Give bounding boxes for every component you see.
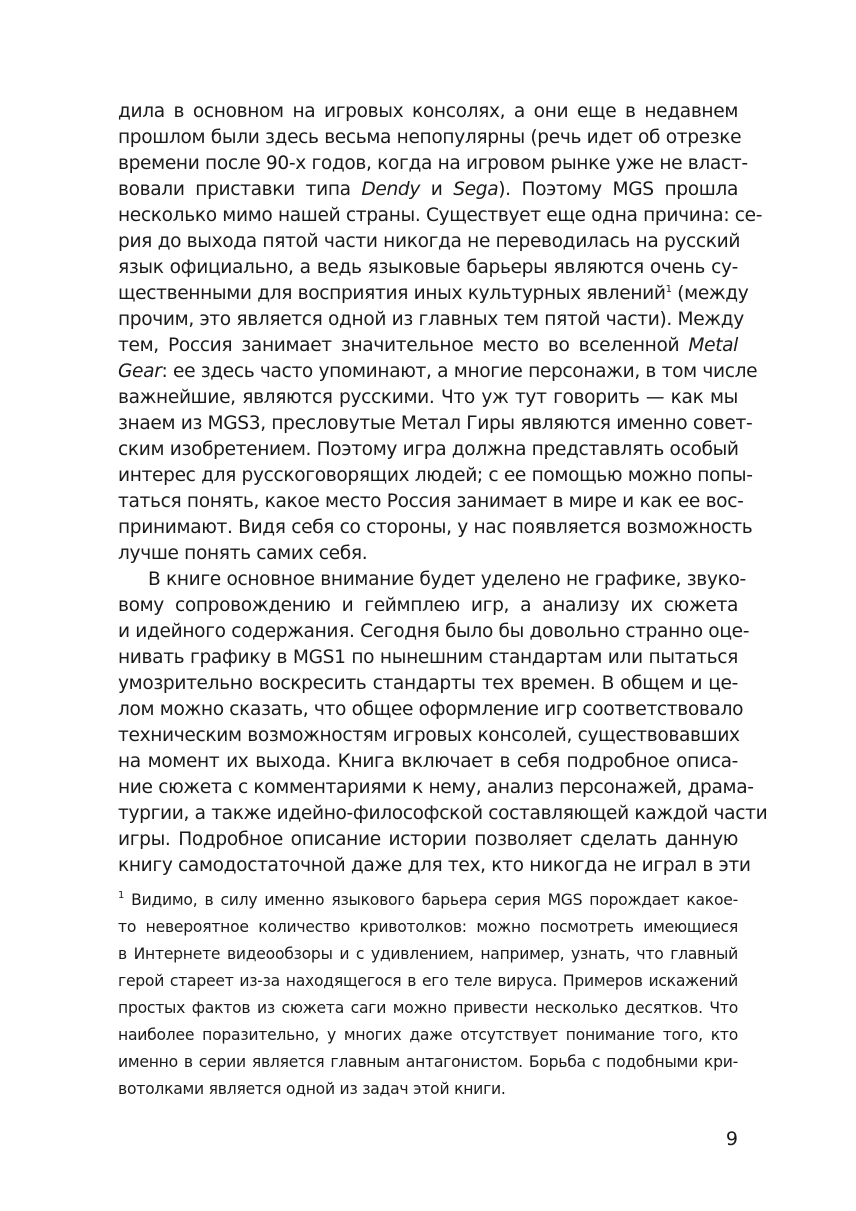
- text-line: и идейного содержания. Сегодня было бы довольно странно оце-: [118, 621, 750, 642]
- text-line: [118, 359, 758, 385]
- text-fragment: ). Поэтому MGS прошла: [498, 179, 738, 200]
- footnote-line: герой стареет из-за находящегося в его теле вируса. Примеров искажений: [118, 972, 738, 990]
- text-line: прочим, это является одной из главных тем пятой части). Между: [118, 309, 744, 330]
- footnote-line: именно в серии является главным антагонистом. Борьба с подобными кри-: [118, 1053, 738, 1071]
- italic-term-gear: Gear: [118, 361, 162, 382]
- text-line: [118, 177, 738, 203]
- page-number: 9: [725, 1128, 738, 1150]
- text-line: игры. Подробное описание истории позволяет сделать данную: [118, 829, 738, 850]
- text-line: таться понять, какое место Россия занимает в мире и как ее вос-: [118, 491, 744, 512]
- italic-term-metal: Metal: [688, 335, 738, 356]
- text-line: лом можно сказать, что общее оформление игр соответствовало: [118, 699, 744, 720]
- text-line: времени после 90-х годов, когда на игровом рынке уже не власт-: [118, 153, 748, 174]
- text-fragment: (между: [671, 283, 749, 304]
- footnote-reference[interactable]: 1: [665, 284, 672, 295]
- text-line: умозрительно воскресить стандарты тех времен. В общем и це-: [118, 673, 738, 694]
- footnote-line: то невероятное количество кривотолков: можно посмотреть имеющиеся: [118, 918, 738, 936]
- text-line: книгу самодостаточной даже для тех, кто никогда не играл в эти: [118, 855, 751, 876]
- footnote-line: вотолками является одной из задач этой книги.: [118, 1080, 506, 1098]
- text-line: ским изобретением. Поэтому игра должна представлять особый: [118, 439, 739, 460]
- text-line: рия до выхода пятой части никогда не переводилась на русский: [118, 231, 741, 252]
- text-line: на момент их выхода. Книга включает в себя подробное описа-: [118, 751, 738, 772]
- text-line: [118, 281, 749, 307]
- text-fragment: : ее здесь часто упоминают, а многие персонажи, в том числе: [161, 361, 758, 382]
- footnote-line: [118, 887, 738, 914]
- italic-term-dendy: Dendy: [361, 179, 421, 200]
- italic-term-sega: Sega: [453, 179, 499, 200]
- text-fragment: вовали приставки типа: [118, 179, 362, 200]
- text-line: интерес для русскоговорящих людей; с ее помощью можно попы-: [118, 465, 753, 486]
- text-line: лучше понять самих себя.: [118, 543, 368, 564]
- text-line: техническим возможностям игровых консолей, существовавших: [118, 725, 740, 746]
- text-line: несколько мимо нашей страны. Существует еще одна причина: се-: [118, 205, 763, 226]
- footnote-line: простых фактов из сюжета саги можно привести несколько десятков. Что: [118, 999, 738, 1017]
- text-line: дила в основном на игровых консолях, а они еще в недавнем: [118, 101, 738, 122]
- text-line: [118, 333, 738, 359]
- footnote-block: [118, 887, 738, 1103]
- footnote-line: наиболее поразительно, у многих даже отсутствует понимание того, кто: [118, 1026, 738, 1044]
- text-line: ние сюжета с комментариями к нему, анализ персонажей, драма-: [118, 777, 754, 798]
- main-text: [118, 99, 768, 879]
- text-fragment: щественными для восприятия иных культурных явлений: [118, 283, 666, 304]
- footnote-line: в Интернете видеообзоры и с удивлением, например, узнать, что главный: [118, 945, 738, 963]
- footnote-marker: 1: [118, 890, 125, 901]
- text-line: нивать графику в MGS1 по нынешним стандартам или пытаться: [118, 647, 738, 668]
- text-line: принимают. Видя себя со стороны, у нас появляется возможность: [118, 517, 753, 538]
- text-fragment: тем, Россия занимает значительное место во вселенной: [118, 335, 689, 356]
- paragraph-start-line: В книге основное внимание будет уделено не графике, звуко-: [148, 569, 746, 590]
- text-line: знаем из MGS3, пресловутые Метал Гиры являются именно совет-: [118, 413, 753, 434]
- footnote-text: Видимо, в силу именно языкового барьера серия MGS порождает какое-: [124, 891, 738, 909]
- text-line: язык официально, а ведь языковые барьеры являются очень су-: [118, 257, 738, 278]
- text-line: важнейшие, являются русскими. Что уж тут говорить — как мы: [118, 387, 738, 408]
- text-line: прошлом были здесь весьма непопулярны (речь идет об отрезке: [118, 127, 742, 148]
- text-fragment: и: [420, 179, 454, 200]
- text-line: тургии, а также идейно-философской составляющей каждой части: [118, 803, 768, 824]
- text-line: вому сопровождению и геймплею игр, а анализу их сюжета: [118, 595, 738, 616]
